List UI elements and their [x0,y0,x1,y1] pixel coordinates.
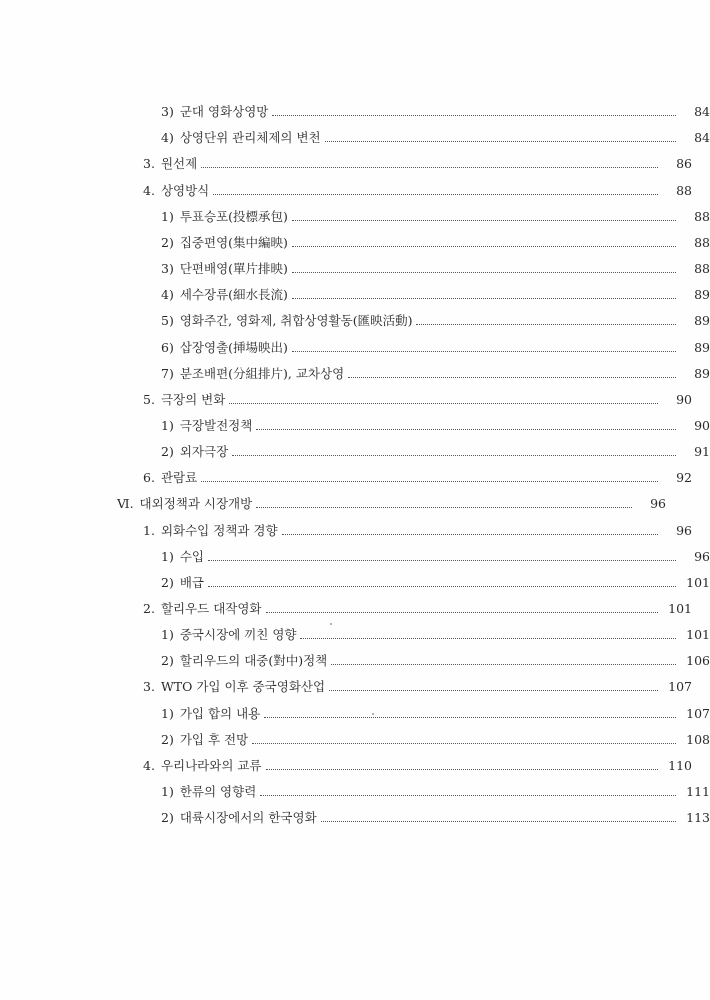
toc-entry-page-number: 91 [694,444,710,460]
toc-entry-page-number: 88 [676,182,692,198]
toc-entry-number: 2. [143,601,155,617]
toc-entry-title: 할리우드 대작영화 [160,601,262,617]
toc-entry-page-number: 101 [686,627,710,643]
toc-entry-title: 영화주간, 영화제, 취합상영활동(匯映活動) [179,313,413,329]
dot-leader [416,324,676,325]
toc-entry-page-number: 110 [668,757,692,773]
toc-entry-label [143,470,201,486]
toc-entry-label [143,601,266,617]
toc-entry [0,460,692,486]
dot-leader [232,455,676,456]
toc-entry [0,800,710,826]
toc-entry-page-number: 107 [686,705,710,721]
dot-leader [331,664,676,665]
toc-entry-title: 대외정책과 시장개방 [139,496,253,512]
toc-entry-number: 1) [161,548,174,564]
toc-entry-title: 군대 영화상영망 [179,104,269,120]
toc-entry-page-number: 96 [694,548,710,564]
toc-entry [0,695,710,721]
toc-entry-label [161,810,321,826]
dot-leader [325,141,676,142]
toc-entry-page-number: 90 [676,391,692,407]
toc-entry-label [143,758,266,774]
toc-entry [0,669,692,695]
toc-entry-page-number: 111 [686,784,710,800]
toc-entry-number: 3) [161,261,174,277]
toc-entry [0,146,692,172]
toc-entry-page-number: 89 [694,287,710,303]
toc-entry [0,303,710,329]
toc-entry-page-number: 86 [676,156,692,172]
toc-entry-title: 상영방식 [160,182,210,198]
dot-leader [208,586,676,587]
toc-entry-number: 7) [161,365,174,381]
toc-entry-number: 2) [161,574,174,590]
toc-entry [0,539,710,565]
dot-leader [300,638,676,639]
toc-entry-label [161,444,232,460]
toc-entry-title: 중국시장에 끼친 영향 [179,627,297,643]
toc-entry [0,172,692,198]
toc-entry-title: 관람료 [160,470,198,486]
toc-entry [0,408,710,434]
toc-entry-title: 외자극장 [179,444,229,460]
toc-entry-title: 우리나라와의 교류 [160,757,262,773]
toc-entry-title: 대륙시장에서의 한국영화 [179,810,317,826]
toc-entry [0,617,710,643]
toc-entry-number: 5. [143,391,155,407]
toc-entry-title: 집중편영(集中編映) [179,234,288,250]
toc-entry-page-number: 89 [694,365,710,381]
dot-leader [292,220,676,221]
dot-leader [208,560,676,561]
toc-entry [0,277,710,303]
toc-entry-label [161,706,264,722]
toc-entry-page-number: 113 [686,810,710,826]
dot-leader [282,534,658,535]
toc-entry-label [161,575,208,591]
dot-leader [266,769,658,770]
print-speck [330,623,332,625]
toc-entry-title: 외화수입 정책과 경향 [160,522,278,538]
toc-entry-number: 2) [161,444,174,460]
toc-entry-label [161,653,331,669]
toc-entry-number: 4. [143,757,155,773]
dot-leader [229,403,658,404]
toc-entry-page-number: 88 [694,208,710,224]
toc-entry [0,434,710,460]
dot-leader [260,795,676,796]
dot-leader [329,690,658,691]
toc-entry-number: 2) [161,731,174,747]
toc-entry-title: 삽장영출(挿場映出) [179,339,288,355]
toc-entry-title: 원선제 [160,156,198,172]
toc-entry-label [161,130,325,146]
toc-entry-page-number: 89 [694,313,710,329]
toc-entry [0,120,710,146]
toc-entry-page-number: 88 [694,234,710,250]
toc-entry-label [161,627,300,643]
toc-entry-number: 3. [143,679,155,695]
toc-entry [0,251,710,277]
toc-entry [0,382,692,408]
toc-entry-page-number: 106 [686,653,710,669]
dot-leader [292,272,676,273]
dot-leader [292,351,676,352]
dot-leader [266,612,658,613]
toc-entry-page-number: 96 [650,496,666,512]
toc-entry-title: 분조배편(分組排片), 교차상영 [179,365,345,381]
toc-entry [0,356,710,382]
dot-leader [292,246,676,247]
toc-entry-title: 수입 [179,548,204,564]
toc-entry-label [161,235,292,251]
toc-entry [0,748,692,774]
toc-entry-number: 5) [161,313,174,329]
toc-entry-title: 극장의 변화 [160,391,226,407]
toc-entry-label [161,313,416,329]
dot-leader [348,377,676,378]
toc-entry [0,486,666,512]
toc-entry-page-number: 101 [668,601,692,617]
toc-entry-label [117,496,256,512]
toc-entry-label [161,287,292,303]
toc-entry-title: 단편배영(單片排映) [179,261,288,277]
dot-leader [292,298,676,299]
toc-entry [0,591,692,617]
toc-entry-label [143,183,213,199]
toc-entry-title: 배급 [179,574,204,590]
toc-entry-page-number: 96 [676,522,692,538]
toc-entry-label [143,392,229,408]
toc-entry-number: 2) [161,810,174,826]
toc-entry-title: 가입 합의 내용 [179,705,261,721]
print-speck [372,713,374,715]
dot-leader [252,743,676,744]
dot-leader [201,167,658,168]
toc-entry-number: 2) [161,234,174,250]
toc-entry [0,512,692,538]
toc-entry [0,329,710,355]
toc-entry-number: 1) [161,705,174,721]
toc-entry [0,774,710,800]
toc-entry-title: 상영단위 관리체제의 변천 [179,130,321,146]
toc-entry-label [143,679,329,695]
toc-entry-number: 1) [161,417,174,433]
toc-entry [0,643,710,669]
toc-entry-page-number: 101 [686,574,710,590]
toc-entry-label [161,340,292,356]
toc-entry-title: 극장발전정책 [179,417,253,433]
toc-entry-number: Ⅵ. [117,496,134,512]
toc-entry-label [161,732,252,748]
toc-entry [0,565,710,591]
toc-entry-page-number: 88 [694,261,710,277]
toc-entry-number: 6) [161,339,174,355]
toc-entry-number: 1) [161,784,174,800]
toc-entry-page-number: 84 [694,130,710,146]
dot-leader [321,821,676,822]
dot-leader [272,115,676,116]
toc-entry-label [161,549,208,565]
toc-entry-label [161,209,292,225]
toc-entry [0,225,710,251]
toc-entry [0,94,710,120]
toc-entry-number: 3. [143,156,155,172]
toc-entry-number: 2) [161,653,174,669]
dot-leader [201,481,658,482]
toc-entry-page-number: 92 [676,470,692,486]
toc-entry-label [161,418,256,434]
toc-entry-number: 3) [161,104,174,120]
toc-entry-label [161,104,272,120]
toc-entry-page-number: 89 [694,339,710,355]
toc-entry-label [161,784,260,800]
toc-entry-number: 4) [161,130,174,146]
toc-entry-page-number: 108 [686,731,710,747]
toc-entry-title: WTO 가입 이후 중국영화산업 [160,679,326,695]
toc-entry-title: 세수장류(細水長流) [179,287,288,303]
toc-entry-page-number: 107 [668,679,692,695]
toc-entry-number: 1) [161,627,174,643]
toc-entry-title: 투표승포(投標承包) [179,208,288,224]
toc-entry-number: 4. [143,182,155,198]
toc-entry-label [143,156,201,172]
dot-leader [213,194,658,195]
toc-entry-label [161,261,292,277]
toc-entry-number: 4) [161,287,174,303]
dot-leader [256,429,676,430]
toc-entry-page-number: 84 [694,104,710,120]
toc-entry-number: 1) [161,208,174,224]
toc-entry-title: 할리우드의 대중(對中)정책 [179,653,328,669]
toc-entry-title: 한류의 영향력 [179,784,257,800]
toc-entry-label [143,523,282,539]
dot-leader [256,507,632,508]
toc-entry [0,722,710,748]
toc-entry-title: 가입 후 전망 [179,731,249,747]
toc-entry [0,199,710,225]
toc-entry-label [161,366,348,382]
toc-entry-number: 1. [143,522,155,538]
toc-entry-number: 6. [143,470,155,486]
dot-leader [264,717,676,718]
toc-entry-page-number: 90 [694,417,710,433]
